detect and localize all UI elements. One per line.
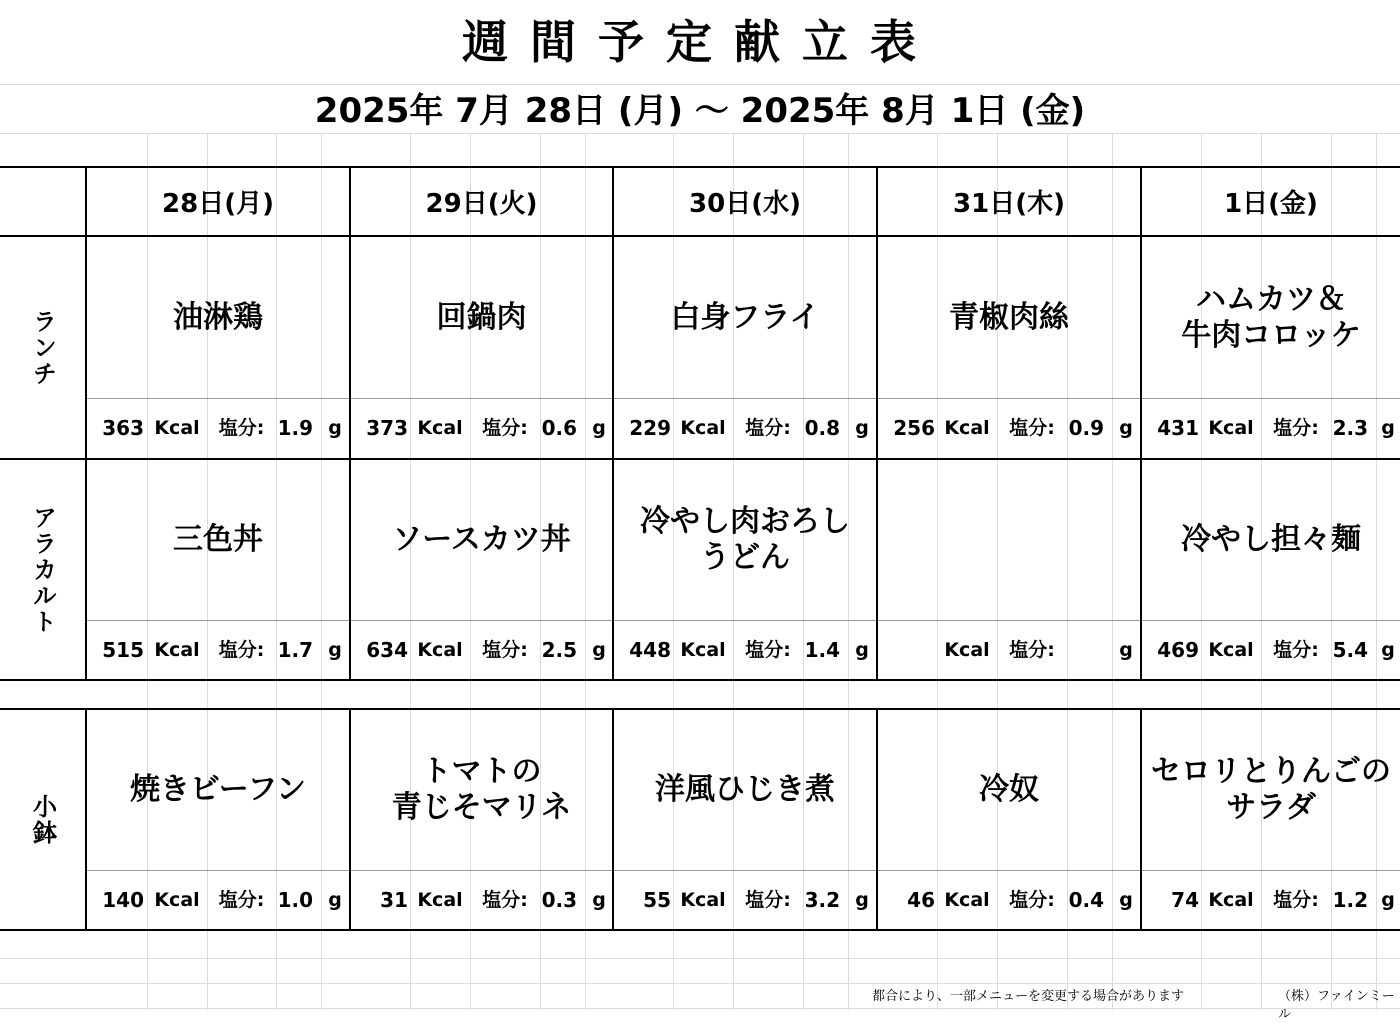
salt-alacarte-fri: 5.4 — [1332, 638, 1368, 662]
gram-unit: g — [592, 639, 606, 661]
company-name: （株）ファインミール — [1278, 989, 1395, 1022]
kcal-unit: Kcal — [154, 417, 200, 439]
kcal-unit: Kcal — [154, 889, 200, 911]
salt-label: 塩分: — [482, 889, 528, 911]
salt-label: 塩分: — [218, 417, 265, 439]
day-header-thu: 31日(木) — [953, 189, 1065, 219]
salt-alacarte-wed: 1.4 — [804, 638, 840, 662]
salt-lunch-fri: 2.3 — [1332, 416, 1368, 440]
kcal-lunch-fri: 431 — [1157, 416, 1199, 440]
kcal-unit: Kcal — [680, 417, 726, 439]
row-label-kobachi: 小鉢 — [28, 793, 57, 846]
dish-kobachi-thu: 冷奴 — [979, 772, 1039, 807]
salt-alacarte-mon: 1.7 — [277, 638, 313, 662]
dish-lunch-thu: 青椒肉絲 — [949, 299, 1069, 335]
salt-label: 塩分: — [482, 639, 528, 661]
salt-kobachi-fri: 1.2 — [1332, 888, 1368, 912]
kcal-unit: Kcal — [680, 639, 726, 661]
salt-kobachi-thu: 0.4 — [1068, 888, 1104, 912]
gram-unit: g — [328, 639, 342, 661]
kcal-unit: Kcal — [1208, 889, 1254, 911]
kcal-unit: Kcal — [944, 417, 990, 439]
footnote: 都合により、一部メニューを変更する場合があります — [872, 989, 1185, 1004]
gram-unit: g — [1119, 417, 1133, 439]
day-header-wed: 30日(水) — [689, 189, 801, 219]
kcal-unit: Kcal — [1208, 639, 1254, 661]
salt-lunch-mon: 1.9 — [277, 416, 313, 440]
dish-lunch-fri: ハムカツ＆ 牛肉コロッケ — [1181, 281, 1361, 353]
kcal-kobachi-thu: 46 — [907, 888, 935, 912]
salt-label: 塩分: — [218, 889, 265, 911]
dish-lunch-tue: 回鍋肉 — [436, 299, 527, 335]
kcal-kobachi-wed: 55 — [643, 888, 671, 912]
gram-unit: g — [592, 889, 606, 911]
kcal-lunch-wed: 229 — [629, 416, 671, 440]
kcal-alacarte-thu — [881, 635, 935, 665]
gram-unit: g — [1119, 889, 1133, 911]
salt-kobachi-wed: 3.2 — [804, 888, 840, 912]
kcal-unit: Kcal — [1208, 417, 1254, 439]
gram-unit: g — [1381, 417, 1395, 439]
kcal-unit: Kcal — [944, 889, 990, 911]
dish-lunch-wed: 白身フライ — [670, 299, 820, 335]
gram-unit: g — [1119, 639, 1133, 661]
dish-kobachi-fri: セロリとりんごの サラダ — [1151, 754, 1391, 825]
salt-alacarte-thu — [1068, 635, 1104, 665]
kcal-alacarte-wed: 448 — [629, 638, 671, 662]
kcal-alacarte-tue: 634 — [366, 638, 408, 662]
gram-unit: g — [328, 417, 342, 439]
day-header-fri: 1日(金) — [1224, 189, 1318, 219]
salt-label: 塩分: — [1009, 889, 1055, 911]
dish-kobachi-tue: トマトの 青じそマリネ — [391, 754, 572, 825]
kcal-unit: Kcal — [680, 889, 726, 911]
kcal-unit: Kcal — [944, 639, 990, 661]
salt-lunch-tue: 0.6 — [541, 416, 577, 440]
dish-alacarte-tue: ソースカツ丼 — [392, 522, 571, 557]
dish-alacarte-mon: 三色丼 — [173, 522, 263, 557]
kcal-alacarte-mon: 515 — [102, 638, 144, 662]
gram-unit: g — [855, 639, 869, 661]
salt-kobachi-mon: 1.0 — [277, 888, 313, 912]
dish-kobachi-wed: 洋風ひじき煮 — [655, 772, 835, 807]
salt-label: 塩分: — [745, 417, 791, 439]
kcal-lunch-thu: 256 — [893, 416, 935, 440]
salt-lunch-wed: 0.8 — [804, 416, 840, 440]
kcal-unit: Kcal — [417, 889, 463, 911]
kcal-kobachi-mon: 140 — [102, 888, 144, 912]
salt-label: 塩分: — [745, 639, 791, 661]
salt-label: 塩分: — [1009, 417, 1055, 439]
kcal-lunch-mon: 363 — [102, 416, 144, 440]
day-header-mon: 28日(月) — [162, 189, 274, 219]
gram-unit: g — [855, 889, 869, 911]
salt-alacarte-tue: 2.5 — [541, 638, 577, 662]
menu-title: 週間予定献立表 — [462, 15, 938, 69]
salt-label: 塩分: — [745, 889, 791, 911]
dish-lunch-mon: 油淋鶏 — [173, 299, 263, 335]
kcal-unit: Kcal — [154, 639, 200, 661]
kcal-lunch-tue: 373 — [366, 416, 408, 440]
gram-unit: g — [328, 889, 342, 911]
kcal-alacarte-fri: 469 — [1157, 638, 1199, 662]
gram-unit: g — [855, 417, 869, 439]
dish-alacarte-wed: 冷やし肉おろし うどん — [640, 504, 850, 575]
salt-label: 塩分: — [1273, 639, 1319, 661]
day-header-tue: 29日(火) — [425, 189, 538, 219]
kcal-kobachi-tue: 31 — [380, 888, 408, 912]
gram-unit: g — [592, 417, 606, 439]
salt-lunch-thu: 0.9 — [1068, 416, 1104, 440]
kcal-unit: Kcal — [417, 639, 463, 661]
dish-alacarte-thu — [878, 460, 1140, 620]
row-label-lunch: ランチ — [28, 308, 57, 387]
kcal-unit: Kcal — [417, 417, 463, 439]
salt-kobachi-tue: 0.3 — [541, 888, 577, 912]
row-label-alacarte: アラカルト — [28, 504, 57, 635]
menu-period: 2025年 7月 28日 (月) ～ 2025年 8月 1日 (金) — [314, 91, 1086, 131]
kcal-kobachi-fri: 74 — [1171, 888, 1199, 912]
salt-label: 塩分: — [1009, 639, 1055, 661]
dish-alacarte-fri: 冷やし担々麺 — [1181, 522, 1361, 557]
salt-label: 塩分: — [218, 639, 265, 661]
gram-unit: g — [1381, 889, 1395, 911]
salt-label: 塩分: — [1273, 417, 1319, 439]
salt-label: 塩分: — [482, 417, 528, 439]
salt-label: 塩分: — [1273, 889, 1319, 911]
dish-kobachi-mon: 焼きビーフン — [129, 772, 307, 807]
gram-unit: g — [1381, 639, 1395, 661]
